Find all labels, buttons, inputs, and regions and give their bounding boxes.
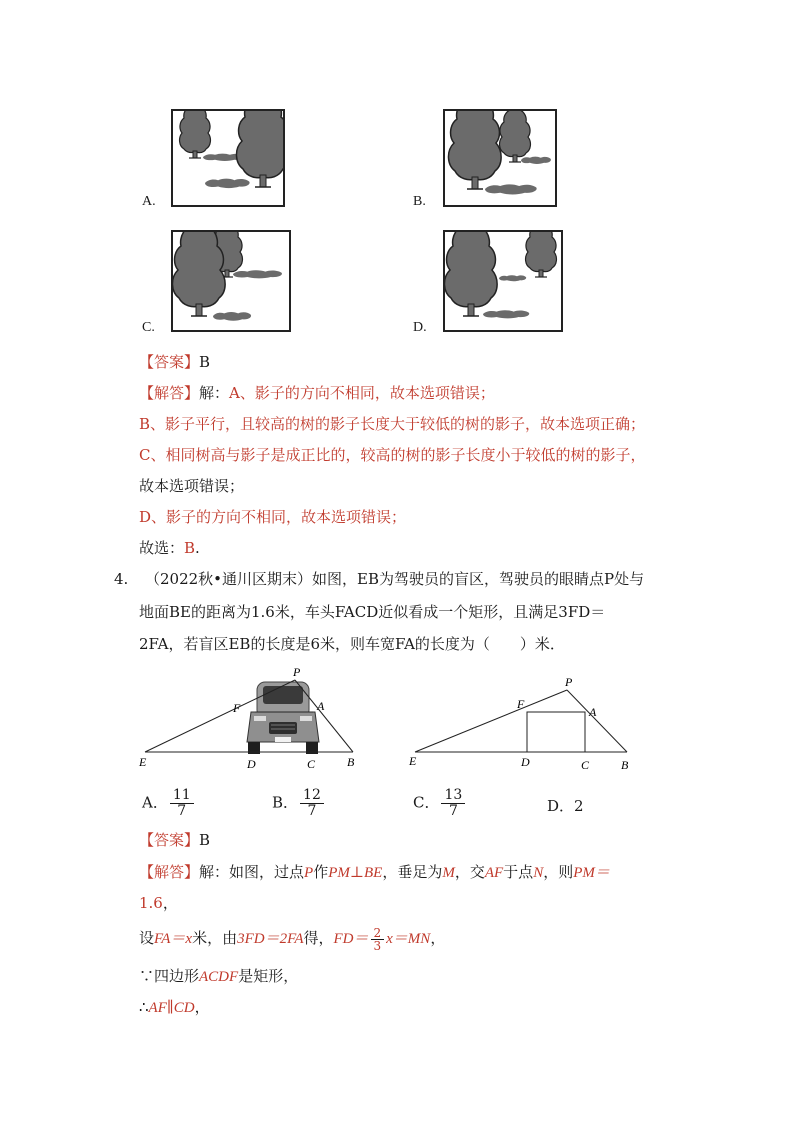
- rectangle-facd: [527, 712, 585, 752]
- q4-option-d: [547, 795, 584, 816]
- analysis-line-5: [139, 507, 406, 527]
- point-label-a: A: [317, 699, 325, 713]
- tree-shadow-illustration-d: [445, 232, 561, 330]
- point-label-e: E: [139, 755, 147, 769]
- question-stem-line: （2022秋•通川区期末）如图，EB为驾驶员的盲区，驾驶员的眼睛点P处与: [145, 570, 645, 588]
- option-label: D．: [547, 797, 575, 815]
- tree-shadow-illustration-b: [445, 111, 555, 205]
- analysis-text: 故本选项错误；: [139, 477, 245, 495]
- analysis-text: A、影子的方向不相同，故本选项错误；: [229, 384, 495, 402]
- tree-shadow-illustration-a: [173, 111, 283, 205]
- point-label-a: A: [589, 705, 597, 719]
- option-value: 2: [574, 797, 584, 815]
- answer-value: B: [199, 353, 211, 371]
- point-label-f: F: [233, 701, 241, 715]
- analysis-var: AF∥CD: [148, 1000, 195, 1016]
- q4-analysis-line-2: [139, 893, 178, 913]
- point-label-d: D: [247, 757, 256, 771]
- analysis-text: ∵四边形: [139, 967, 200, 985]
- analysis-text: C、相同树高与影子是成正比的，较高的树的影子长度小于较低的树的影子，: [139, 446, 646, 464]
- line-pb: [567, 690, 627, 752]
- tree-shadow-illustration-c: [173, 232, 289, 330]
- analysis-line-6: [139, 538, 200, 558]
- analysis-fraction: $\frac{2}{3}$: [371, 927, 385, 952]
- q4-option-c: [413, 788, 467, 819]
- analysis-var: FD＝: [333, 931, 369, 947]
- option-c-label: C.: [142, 320, 155, 335]
- point-label-f: F: [517, 697, 525, 711]
- q4-analysis-line-1: [139, 862, 610, 883]
- option-b-figure: [443, 109, 557, 207]
- q4-analysis-line-3: [139, 926, 445, 952]
- option-label: B．: [272, 793, 299, 812]
- q4-option-b: [272, 788, 326, 819]
- point-label-p: P: [565, 675, 573, 689]
- answer-tag: 【答案】: [139, 353, 200, 371]
- line-ep: [415, 690, 567, 752]
- analysis-line-3: [139, 445, 645, 465]
- q4-analysis-line-4: [139, 966, 298, 987]
- analysis-text: 解：: [199, 384, 230, 402]
- analysis-text: ，: [430, 929, 446, 947]
- option-c-figure: [171, 230, 291, 332]
- analysis-text: 米，由: [192, 929, 238, 947]
- question-stem-line: 地面BE的距离为1.6米，车头FACD近似看成一个矩形，且满足3FD＝: [139, 603, 606, 621]
- analysis-tag: 【解答】: [139, 384, 200, 402]
- q4-answer-line: [139, 830, 210, 850]
- analysis-var: M: [442, 865, 455, 881]
- option-fraction: $\frac{13}{7}$: [441, 788, 465, 819]
- analysis-var: AF: [484, 865, 504, 881]
- analysis-text: ，则: [543, 863, 574, 881]
- analysis-var: ACDF: [199, 969, 239, 985]
- analysis-text: D、影子的方向不相同，故本选项错误；: [139, 508, 407, 526]
- analysis-text: ∴: [139, 998, 149, 1016]
- analysis-text: B: [184, 539, 196, 557]
- geometry-diagram: [403, 672, 638, 776]
- analysis-var: PM⊥BE: [328, 865, 383, 881]
- analysis-text: 得，: [303, 929, 334, 947]
- analysis-text: B、影子平行，且较高的树的影子长度大于较低的树的影子，故本选项正确；: [139, 415, 646, 433]
- point-label-b: B: [621, 758, 629, 772]
- analysis-text: ，交: [454, 863, 485, 881]
- option-fraction: $\frac{11}{7}$: [170, 788, 194, 819]
- option-a-figure: [171, 109, 285, 207]
- point-label-p: P: [293, 665, 301, 679]
- option-label: C．: [413, 793, 440, 812]
- analysis-var: 1.6: [139, 894, 163, 912]
- analysis-text: 故选：: [139, 539, 185, 557]
- analysis-text: 于点: [503, 863, 534, 881]
- analysis-text: .: [195, 539, 200, 557]
- answer-tag: 【答案】: [139, 831, 200, 849]
- analysis-text: 解：如图，过点: [199, 863, 305, 881]
- question-stem-line: 2FA，若盲区EB的长度是6米，则车宽FA的长度为（ ）米．: [139, 635, 565, 653]
- analysis-var: P: [304, 865, 314, 881]
- analysis-text: 作: [313, 863, 329, 881]
- prev-answer-line: [139, 352, 210, 372]
- option-d-label: D.: [413, 320, 427, 335]
- analysis-var: N: [533, 865, 544, 881]
- q4-analysis-line-5: [139, 997, 210, 1018]
- analysis-line-4: [139, 476, 244, 496]
- point-label-c: C: [581, 758, 590, 772]
- question-number: 4.: [114, 570, 129, 588]
- q4-option-a: [142, 788, 196, 819]
- car-illustration: [247, 682, 319, 754]
- answer-value: B: [199, 831, 211, 849]
- analysis-tag: 【解答】: [139, 863, 200, 881]
- option-d-figure: [443, 230, 563, 332]
- car-blind-zone-figure: [135, 664, 365, 774]
- analysis-text: ，: [194, 998, 210, 1016]
- option-fraction: $\frac{12}{7}$: [300, 788, 324, 819]
- point-label-b: B: [347, 755, 355, 769]
- analysis-var: PM＝: [573, 865, 610, 881]
- option-a-label: A.: [142, 194, 156, 209]
- option-b-label: B.: [413, 194, 426, 209]
- analysis-text: ，垂足为: [382, 863, 443, 881]
- analysis-var: 3FD＝2FA: [237, 931, 304, 947]
- point-label-c: C: [307, 757, 316, 771]
- point-label-d: D: [521, 755, 530, 769]
- analysis-text: ，: [162, 894, 178, 912]
- analysis-var: x＝MN: [386, 931, 431, 947]
- analysis-line-2: [139, 414, 645, 434]
- point-label-e: E: [409, 754, 417, 768]
- option-label: A．: [142, 793, 168, 812]
- analysis-text: 是矩形，: [238, 967, 299, 985]
- analysis-var: FA＝x: [154, 931, 193, 947]
- analysis-text: 设: [139, 929, 155, 947]
- analysis-line-1: [139, 383, 495, 403]
